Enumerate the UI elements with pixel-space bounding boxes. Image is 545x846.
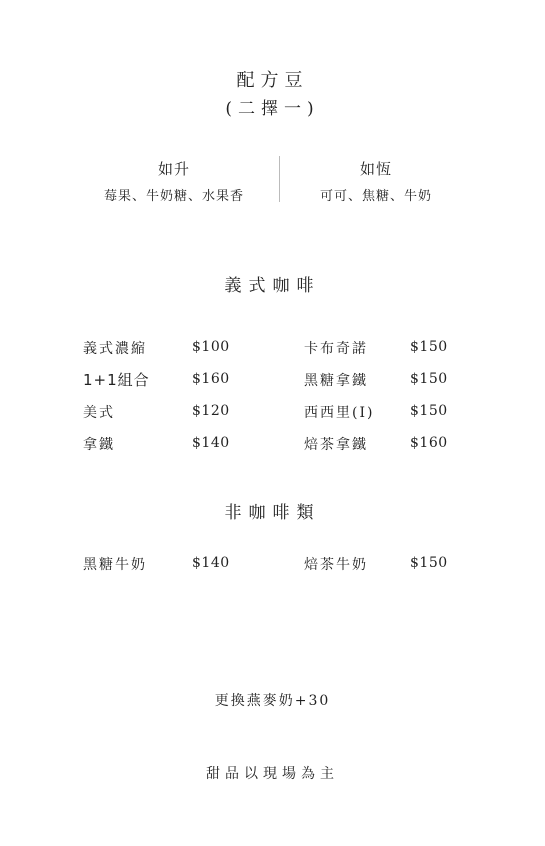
bean-option-notes: 莓果、牛奶糖、水果香 <box>103 189 244 204</box>
menu-item-price: $100 <box>192 339 230 355</box>
menu-item-price: $150 <box>410 403 448 419</box>
menu-item-name: 焙茶牛奶 <box>304 557 368 573</box>
espresso-section-title: 義式咖啡 <box>224 276 321 296</box>
bean-option-rusheng <box>74 158 274 204</box>
menu-item-price: $160 <box>192 371 230 387</box>
menu-item-name: 黑糖拿鐵 <box>304 373 368 389</box>
menu-item-price: $120 <box>192 403 230 419</box>
menu-item-name: 卡布奇諾 <box>304 341 368 357</box>
menu-item-name: 黑糖牛奶 <box>83 557 147 573</box>
dessert-note: 甜品以現場為主 <box>206 766 339 782</box>
oat-milk-note: 更換燕麥奶+30 <box>214 693 331 709</box>
blend-beans-subtitle: (二擇一) <box>225 99 320 119</box>
menu-item-name: 焙茶拿鐵 <box>304 437 368 453</box>
menu-item-price: $150 <box>410 371 448 387</box>
menu-item-name: 拿鐵 <box>83 437 115 453</box>
menu-item-price: $150 <box>410 339 448 355</box>
bean-option-name: 如恆 <box>359 160 392 178</box>
blend-beans-title: 配方豆 <box>236 70 309 91</box>
menu-item-name: 義式濃縮 <box>83 341 147 357</box>
bean-option-notes: 可可、焦糖、牛奶 <box>319 189 432 204</box>
bean-option-name: 如升 <box>157 160 190 178</box>
menu-item-price: $140 <box>192 435 230 451</box>
bean-option-ruheng <box>276 158 476 204</box>
menu-item-name: 美式 <box>83 405 115 421</box>
non-coffee-section-title: 非咖啡類 <box>224 503 321 523</box>
menu-item-name: 1+1組合 <box>83 371 150 389</box>
menu-item-price: $140 <box>192 555 230 571</box>
menu-item-price: $150 <box>410 555 448 571</box>
menu-item-name: 西西里(I) <box>304 405 375 421</box>
menu-item-price: $160 <box>410 435 448 451</box>
